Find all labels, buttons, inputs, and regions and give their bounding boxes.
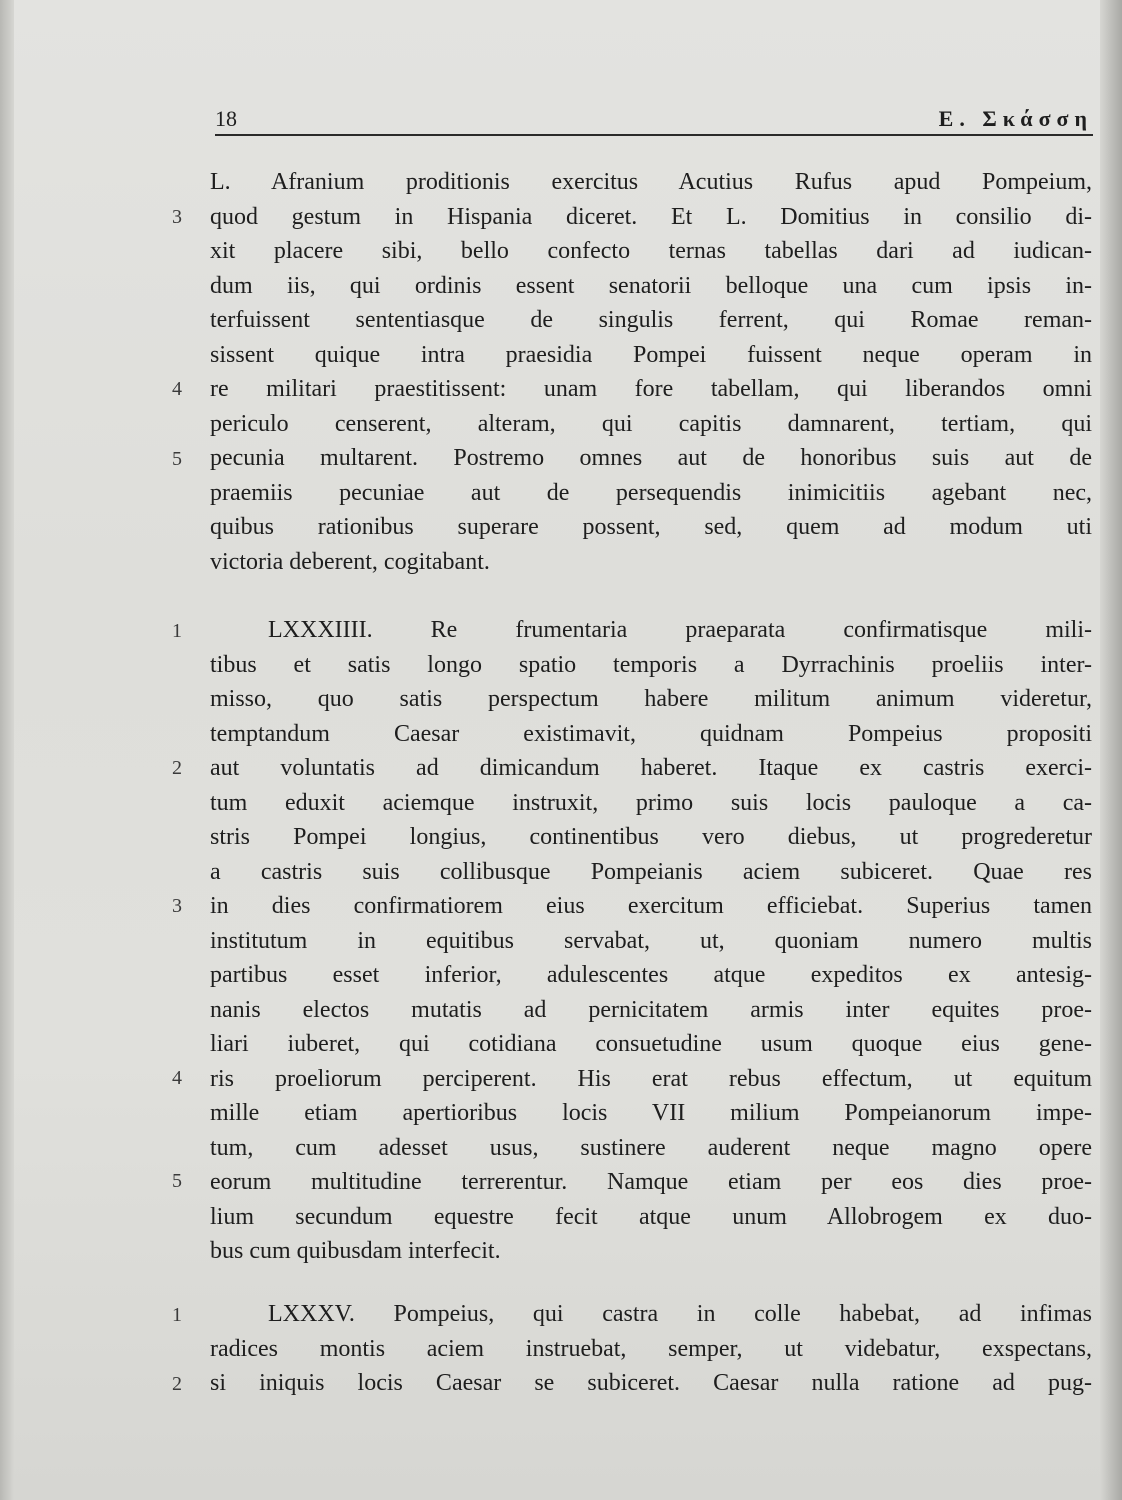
text-line: radices montis aciem instruebat, semper, ut videbatur, exspectans, [210, 1335, 1092, 1362]
text-line: partibus esset inferior, adulescentes atque expeditos ex antesig- [210, 962, 1092, 988]
paragraph-3 [210, 1297, 1092, 1401]
text-line: in dies confirmatiorem eius exercitum efficiebat. Superius tamen [210, 893, 1092, 919]
header-rule [215, 134, 1093, 136]
running-head: Ε. Σκάσση [938, 106, 1093, 131]
margin-number: 3 [172, 895, 182, 917]
margin-number: 2 [172, 757, 182, 779]
text-line: dum iis, qui ordinis essent senatorii belloque una cum ipsis in- [210, 272, 1092, 299]
paragraph-1 [210, 165, 1092, 579]
margin-number: 2 [172, 1373, 182, 1395]
margin-number: 5 [172, 1170, 182, 1192]
text-line: pecunia multarent. Postremo omnes aut de honoribus suis aut de [210, 445, 1092, 471]
text-line: temptandum Caesar existimavit, quidnam Pompeius propositi [210, 720, 1092, 747]
margin-number: 4 [172, 378, 182, 400]
text-line: victoria deberent, cogitabant. [210, 548, 490, 575]
text-line: liari iuberet, qui cotidiana consuetudine usum quoque eius gene- [210, 1031, 1092, 1057]
text-line: sissent quique intra praesidia Pompei fuissent neque operam in [210, 341, 1092, 368]
text-line: periculo censerent, alteram, qui capitis damnarent, tertiam, qui [210, 410, 1092, 437]
text-line: institutum in equitibus servabat, ut, quoniam numero multis [210, 927, 1092, 954]
text-line: stris Pompei longius, continentibus vero diebus, ut progrederetur [210, 824, 1092, 850]
margin-number: 5 [172, 448, 182, 470]
text-line: re militari praestitissent: unam fore tabellam, qui liberandos omni [210, 376, 1092, 402]
page-number: 18 [215, 106, 237, 131]
margin-number: 1 [172, 620, 182, 642]
text-line: nanis electos mutatis ad pernicitatem armis inter equites proe- [210, 996, 1092, 1023]
margin-number: 3 [172, 206, 182, 228]
text-line: L. Afranium proditionis exercitus Acutius Rufus apud Pompeium, [210, 169, 1092, 195]
page-edge-left [0, 0, 14, 1500]
text-line: terfuissent sententiasque de singulis ferrent, qui Romae reman- [210, 307, 1092, 333]
text-line: bus cum quibusdam interfecit. [210, 1238, 501, 1264]
text-line: a castris suis collibusque Pompeianis aciem subiceret. Quae res [210, 858, 1092, 885]
text-line: tibus et satis longo spatio temporis a Dyrrachinis proeliis inter- [210, 651, 1092, 678]
text-line: eorum multitudine terrerentur. Namque etiam per eos dies proe- [210, 1169, 1092, 1195]
text-line: LXXXV. Pompeius, qui castra in colle habebat, ad infimas [268, 1301, 1092, 1327]
text-line: LXXXIIII. Re frumentaria praeparata confirmatisque mili- [268, 617, 1092, 643]
text-line: xit placere sibi, bello confecto ternas tabellas dari ad iudican- [210, 238, 1092, 264]
text-line: praemiis pecuniae aut de persequendis inimicitiis agebant nec, [210, 479, 1092, 506]
page-edge-right [1100, 0, 1122, 1500]
margin-number: 4 [172, 1067, 182, 1089]
paragraph-2 [210, 613, 1092, 1269]
text-line: si iniquis locis Caesar se subiceret. Caesar nulla ratione ad pug- [210, 1370, 1092, 1396]
margin-number: 1 [172, 1304, 182, 1326]
page-header [215, 102, 1093, 134]
text-line: quod gestum in Hispania diceret. Et L. Domitius in consilio di- [210, 203, 1092, 230]
text-line: lium secundum equestre fecit atque unum Allobrogem ex duo- [210, 1203, 1092, 1230]
text-line: quibus rationibus superare possent, sed, quem ad modum uti [210, 514, 1092, 540]
text-line: misso, quo satis perspectum habere militum animum videretur, [210, 686, 1092, 712]
text-line: tum eduxit aciemque instruxit, primo suis locis pauloque a ca- [210, 789, 1092, 816]
text-line: aut voluntatis ad dimicandum haberet. Itaque ex castris exerci- [210, 755, 1092, 781]
text-line: ris proeliorum perciperent. His erat rebus effectum, ut equitum [210, 1065, 1092, 1092]
text-line: tum, cum adesset usus, sustinere auderent neque magno opere [210, 1134, 1092, 1161]
text-line: mille etiam apertioribus locis VII milium Pompeianorum impe- [210, 1100, 1092, 1126]
